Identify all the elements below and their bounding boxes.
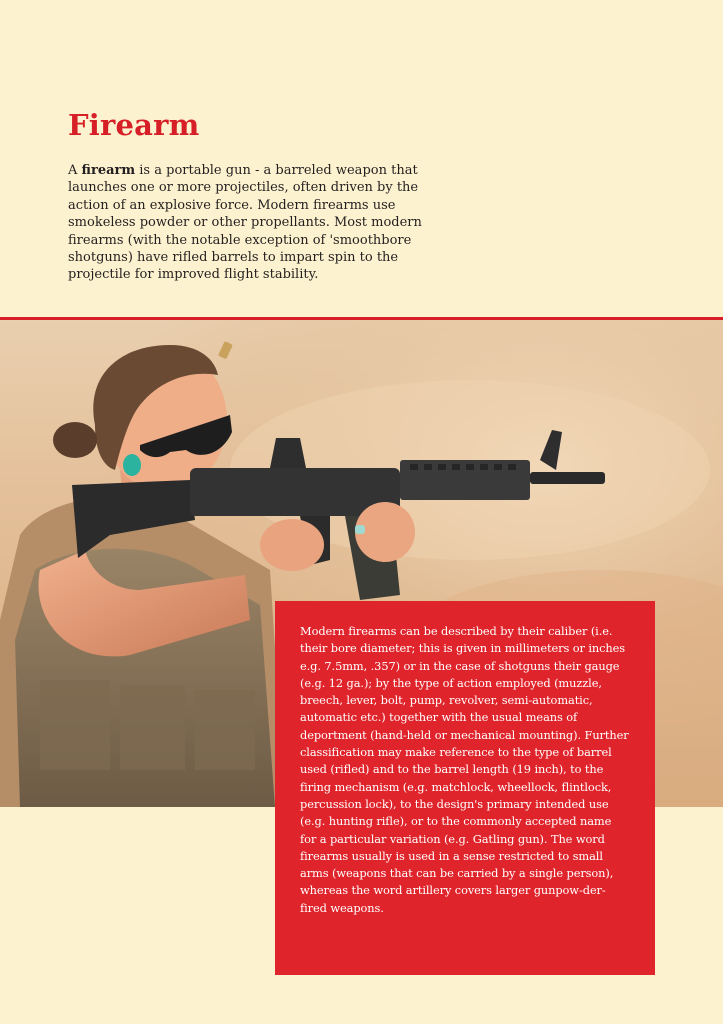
info-box: [275, 601, 655, 975]
info-box-text: Modern firearms can be described by their caliber (i.e. their bore diameter; this is given in millimeters or inches e.g. 7.5mm, .357) or in the case of shotguns their gauge (e.g. 12 ga.); by the type of action employed (muzzle, breech, lever, bolt, pump, revolver, semi-automatic, automatic etc.) together with the usual means of deportment (hand-held or mechanical mounting). Further classification may make reference to the type of barrel used (rifled) and to the barrel length (19 inch), to the firing mechanism (e.g. matchlock, wheellock, flintlock, percussion lock), to the design's primary intended use (e.g. hunting rifle), or to the commonly accepted name for a particular variation (e.g. Gatling gun). The word firearms usually is used in a sense restricted to small arms (weapons that can be carried by a single person), whereas the word artillery covers larger gunpow-der-fired weapons.: [300, 624, 629, 915]
page-title: Firearm: [68, 108, 200, 142]
intro-paragraph: [68, 162, 446, 284]
intro-lead: A: [68, 163, 82, 178]
intro-rest: is a portable gun - a barreled weapon that launches one or more projectiles, often driven by the action of an explosive force. Modern firearms use smokeless powder or other propellants. Most modern firearms (with the notable exception of 'smoothbore shotguns) have rifled barrels to impart spin to the projectile for improved flight stability.: [68, 163, 422, 283]
intro-term: firearm: [81, 163, 136, 178]
